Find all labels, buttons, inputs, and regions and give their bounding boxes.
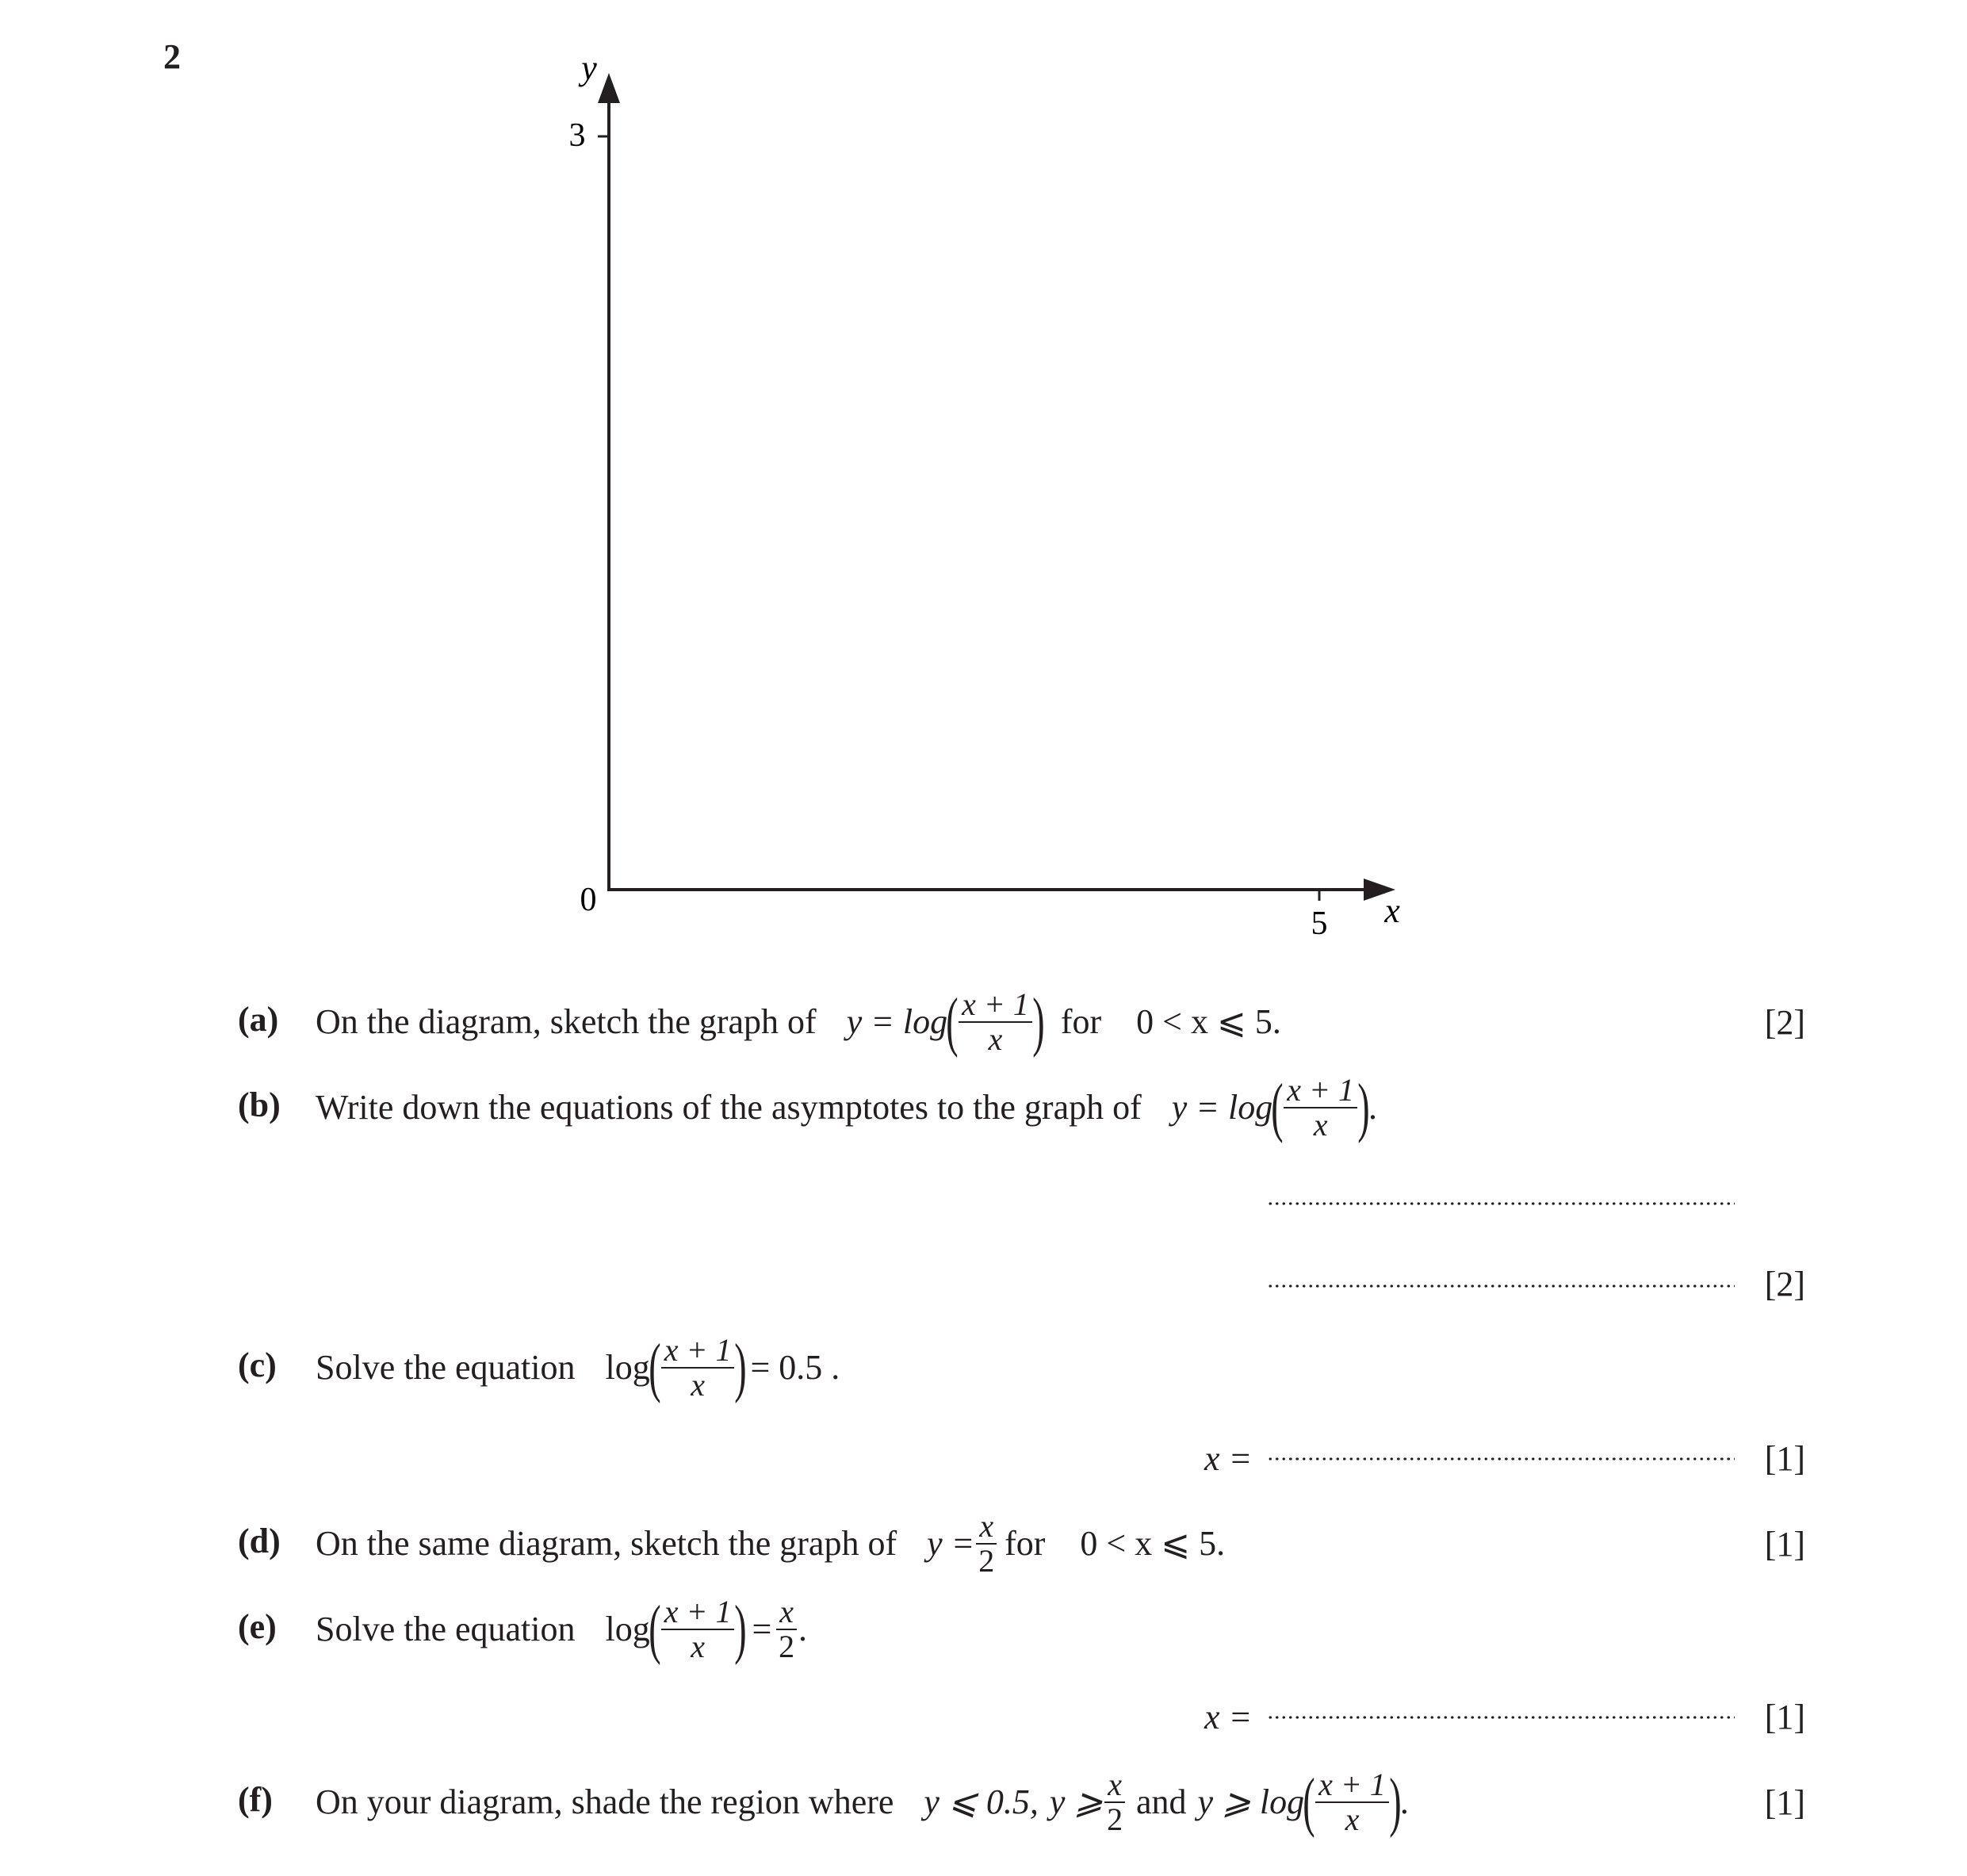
part-c-equation: log ( $\frac{x + 1}{x}$ ) = 0.5 .	[605, 1330, 840, 1404]
end-punct: .	[798, 1610, 808, 1648]
frac2-num: x	[776, 1595, 797, 1630]
part-e-instruction: Solve the equation	[316, 1610, 576, 1648]
x-axis-label: x	[1384, 891, 1400, 930]
for-word: for	[1005, 1524, 1046, 1563]
part-c-mark: [1]	[1764, 1439, 1805, 1478]
frac-den: x	[988, 1021, 1003, 1057]
and-word: and	[1136, 1782, 1187, 1821]
frac2-num: x + 1	[1315, 1768, 1389, 1803]
part-e-answer-prefix: x =	[1204, 1698, 1253, 1736]
frac2-den: x	[1345, 1801, 1360, 1837]
eq-lhs: log	[605, 1610, 650, 1648]
frac-num: x + 1	[661, 1334, 735, 1369]
end-punct: .	[1399, 1782, 1409, 1821]
part-b-text	[316, 1070, 1377, 1144]
part-b-label: (b)	[238, 1085, 281, 1124]
eq-lhs: y = log	[846, 1002, 948, 1041]
part-d-mark: [1]	[1764, 1525, 1805, 1564]
frac-num: x + 1	[661, 1595, 735, 1630]
part-e-text	[316, 1592, 808, 1666]
x-tick-label: 5	[1311, 905, 1328, 942]
part-f-mark: [1]	[1764, 1783, 1805, 1822]
frac2-den: 2	[779, 1629, 795, 1664]
part-e-label: (e)	[238, 1607, 277, 1646]
cond1: y ⩽ 0.5,	[924, 1782, 1039, 1821]
part-c-answer-prefix: x =	[1204, 1439, 1253, 1478]
question-number: 2	[163, 37, 181, 76]
answer-line-b2[interactable]	[1267, 1284, 1735, 1288]
answer-line-e[interactable]	[1267, 1716, 1735, 1719]
part-a-label: (a)	[238, 1000, 279, 1039]
eq-lhs: y = log	[1171, 1088, 1273, 1127]
part-d-equation	[927, 1510, 998, 1578]
part-c-label: (c)	[238, 1346, 277, 1384]
part-f-text	[316, 1765, 1409, 1839]
frac-num: x + 1	[1284, 1074, 1357, 1108]
part-a-mark: [2]	[1764, 1003, 1805, 1042]
part-e-mark: [1]	[1764, 1698, 1805, 1736]
part-b-mark: [2]	[1764, 1265, 1805, 1304]
part-d-instruction: On the same diagram, sketch the graph of	[316, 1524, 897, 1563]
cond3: y ⩾ log	[1197, 1782, 1305, 1821]
part-d-label: (d)	[238, 1522, 281, 1560]
part-a-text	[316, 985, 1281, 1059]
for-word: for	[1060, 1002, 1102, 1041]
part-f-instruction: On your diagram, shade the region where	[316, 1782, 894, 1821]
part-a-instruction: On the diagram, sketch the graph of	[316, 1002, 817, 1041]
frac-num: x + 1	[959, 988, 1032, 1023]
cond2: y ⩾	[1049, 1782, 1104, 1821]
part-c-text	[316, 1330, 840, 1404]
range: 0 < x ⩽ 5.	[1080, 1524, 1226, 1563]
origin-label: 0	[580, 882, 597, 918]
frac-den: 2	[1107, 1801, 1123, 1837]
answer-line-b1[interactable]	[1267, 1202, 1735, 1205]
frac-den: x	[691, 1367, 705, 1403]
y-tick-label: 3	[568, 117, 586, 154]
y-axis-arrow	[598, 73, 620, 103]
part-f-label: (f)	[238, 1780, 273, 1819]
part-b-instruction: Write down the equations of the asymptotes to the graph of	[316, 1088, 1142, 1127]
end-punct: .	[1368, 1088, 1377, 1127]
part-c-instruction: Solve the equation	[316, 1348, 576, 1387]
eq-mid: =	[752, 1610, 772, 1648]
eq-rhs: = 0.5 .	[750, 1348, 840, 1387]
frac-den: 2	[978, 1543, 995, 1579]
frac-num: x	[1104, 1768, 1125, 1803]
range: 0 < x ⩽ 5.	[1136, 1002, 1281, 1041]
y-axis-label: y	[581, 48, 597, 87]
eq-lhs: log	[605, 1348, 650, 1387]
answer-line-c[interactable]	[1267, 1457, 1735, 1461]
part-e-equation: log ( $\frac{x + 1}{x}$ ) = $\frac{x}{2}$ .	[605, 1592, 808, 1666]
frac-den: x	[691, 1629, 705, 1664]
part-b-equation: y = log ( $\frac{x + 1}{x}$ ) .	[1171, 1070, 1377, 1144]
part-d-text	[316, 1510, 1225, 1578]
part-f-conditions: y ⩽ 0.5, y ⩾ $\frac{x}{2}$ and y ⩾ log ( $\frac{x + 1}{x}$ ) .	[924, 1765, 1409, 1839]
part-a-equation: y = log ( $\frac{x + 1}{x}$ )	[846, 985, 1045, 1059]
eq-lhs: y =	[927, 1524, 975, 1563]
frac-num: x	[976, 1510, 997, 1545]
frac-den: x	[1313, 1107, 1328, 1143]
